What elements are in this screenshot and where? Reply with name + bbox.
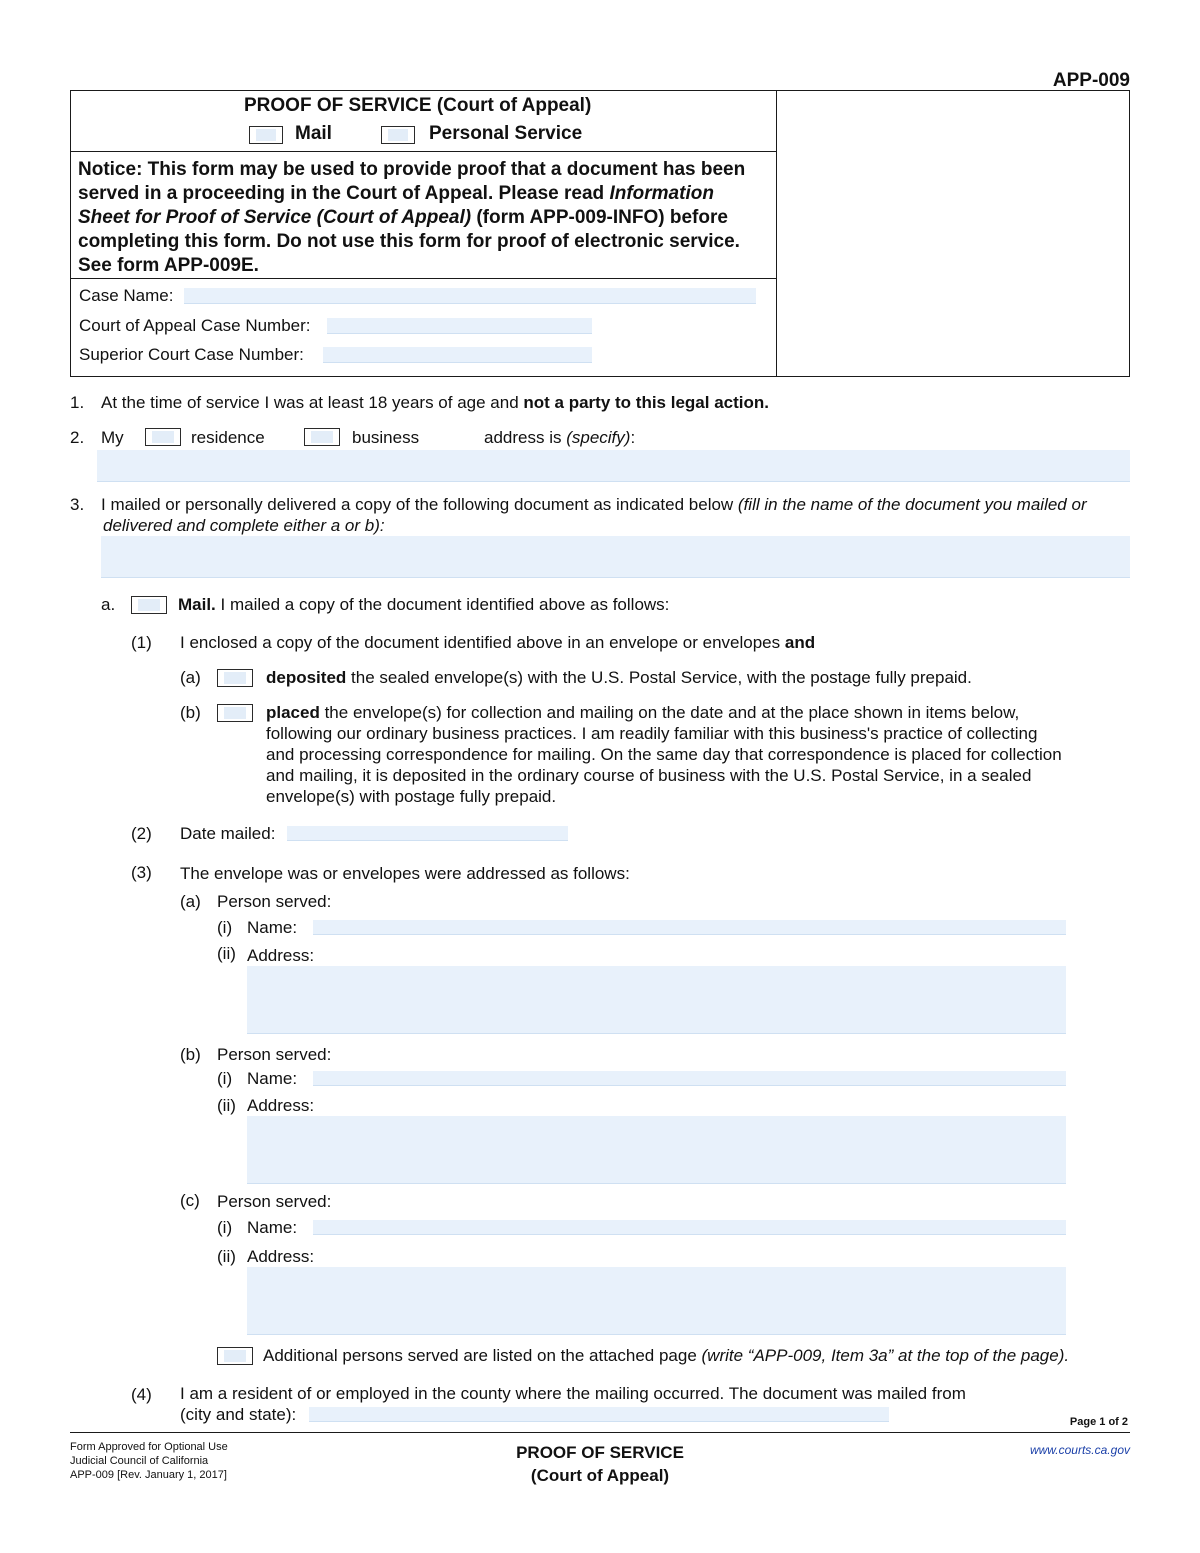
person-a-letter: (a) [180, 892, 201, 911]
person-a-name-field[interactable] [313, 920, 1066, 935]
mail-checkbox[interactable] [249, 126, 283, 144]
sub-4-line-2: (city and state): [180, 1405, 297, 1424]
additional-persons-checkbox[interactable] [217, 1347, 253, 1365]
person-c-name-label: Name: [247, 1218, 298, 1237]
notice-italic-title: Sheet for Proof of Service (Court of Appeal) [78, 207, 472, 228]
person-c-address-label: Address: [247, 1247, 315, 1266]
additional-italic: (write “APP-009, Item 3a” at the top of the page). [701, 1346, 1070, 1365]
item-3-plain: I mailed or personally delivered a copy of the following document as indicated below [101, 495, 738, 514]
notice-line-3 [78, 206, 774, 230]
item-1-number: 1. [70, 393, 85, 412]
person-a-address-field[interactable] [247, 966, 1066, 1034]
superior-case-number-field[interactable] [323, 347, 592, 363]
title-divider [70, 151, 777, 152]
sub-1b-line-5: envelope(s) with postage fully prepaid. [266, 787, 557, 806]
sub-1a-letter: (a) [180, 668, 201, 687]
address-is-text: address is [484, 428, 567, 447]
address-field[interactable] [97, 450, 1130, 482]
person-b-address-field[interactable] [247, 1116, 1066, 1184]
business-label: business [352, 428, 420, 447]
page-number: Page 1 of 2 [1069, 1416, 1128, 1428]
date-mailed-field[interactable] [287, 826, 568, 841]
business-checkbox[interactable] [304, 428, 340, 446]
footer-left-line-2: Judicial Council of California [70, 1455, 209, 1467]
person-c-i: (i) [217, 1218, 233, 1237]
footer-center [450, 1441, 750, 1487]
item-3-number: 3. [70, 495, 85, 514]
item-2-my: My [101, 428, 124, 447]
sub-1b-line-2: following our ordinary business practices. I am readily familiar with this business's practice of collecting [266, 724, 1038, 743]
footer-rule [70, 1432, 1130, 1433]
person-c-letter: (c) [180, 1191, 200, 1210]
person-b-i: (i) [217, 1069, 233, 1088]
placed-bold: placed [266, 703, 320, 722]
sub-1b-line-1 [266, 702, 1019, 723]
person-b-label: Person served: [217, 1045, 332, 1064]
person-a-ii: (ii) [217, 944, 236, 963]
placed-text: the envelope(s) for collection and mailing on the date and at the place shown in items below, [319, 703, 1020, 722]
residence-checkbox[interactable] [145, 428, 181, 446]
item-3a-mail-checkbox[interactable] [131, 596, 167, 614]
person-c-ii: (ii) [217, 1247, 236, 1266]
personal-service-label: Personal Service [429, 123, 583, 144]
date-mailed-label: Date mailed: [180, 824, 276, 843]
personal-service-checkbox[interactable] [381, 126, 415, 144]
sub-1b-line-4: and mailing, it is deposited in the ordinary course of business with the U.S. Postal Service, in a sealed [266, 766, 1032, 785]
sub-1-text [180, 632, 815, 653]
sub-2-number: (2) [131, 824, 152, 843]
notice-line-4: completing this form. Do not use this form for proof of electronic service. [78, 231, 740, 252]
sub-1b-line-3: and processing correspondence for mailing. On the same day that correspondence is placed for collection [266, 745, 1062, 764]
notice-text: served in a proceeding in the Court of Appeal. Please read [78, 183, 610, 204]
notice-text: (form APP-009-INFO) before [471, 207, 728, 228]
notice-line-1: Notice: This form may be used to provide proof that a document has been [78, 159, 746, 180]
person-b-address-label: Address: [247, 1096, 315, 1115]
footer-left-line-1: Form Approved for Optional Use [70, 1441, 228, 1453]
sub-1b-letter: (b) [180, 703, 201, 722]
sub-4-number: (4) [131, 1385, 152, 1404]
document-name-field[interactable] [101, 536, 1130, 578]
notice-divider [70, 278, 777, 279]
deposited-text: the sealed envelope(s) with the U.S. Postal Service, with the postage fully prepaid. [346, 668, 972, 687]
deposited-checkbox[interactable] [217, 669, 253, 687]
sub-3-text: The envelope was or envelopes were addressed as follows: [180, 864, 630, 883]
specify-italic: (specify) [566, 428, 631, 447]
item-3-italic: (fill in the name of the document you mailed or [737, 495, 1087, 514]
notice [78, 158, 774, 278]
person-a-name-label: Name: [247, 918, 298, 937]
item-3a-text [178, 594, 669, 615]
person-c-label: Person served: [217, 1192, 332, 1211]
case-name-label: Case Name: [79, 286, 174, 305]
person-b-name-field[interactable] [313, 1071, 1066, 1086]
person-a-i: (i) [217, 918, 233, 937]
additional-persons-text [263, 1345, 1069, 1366]
superior-case-number-label: Superior Court Case Number: [79, 345, 304, 364]
sub-4-line-1: I am a resident of or employed in the county where the mailing occurred. The document was mailed from [180, 1384, 966, 1403]
colon: : [630, 428, 636, 447]
sub-1-and: and [784, 633, 816, 652]
footer-subtitle: (Court of Appeal) [530, 1466, 670, 1485]
coa-case-number-label: Court of Appeal Case Number: [79, 316, 311, 335]
footer-left [70, 1440, 228, 1482]
mail-text: I mailed a copy of the document identified above as follows: [215, 595, 670, 614]
item-3a-letter: a. [101, 595, 116, 614]
additional-plain: Additional persons served are listed on the attached page [263, 1346, 702, 1365]
item-1-text [101, 392, 769, 413]
mail-label: Mail [295, 123, 332, 144]
person-b-name-label: Name: [247, 1069, 298, 1088]
deposited-bold: deposited [266, 668, 347, 687]
footer-title: PROOF OF SERVICE [516, 1443, 684, 1462]
sub-1-plain: I enclosed a copy of the document identified above in an envelope or envelopes [180, 633, 785, 652]
city-state-field[interactable] [309, 1407, 889, 1422]
case-name-field[interactable] [184, 288, 756, 304]
sub-1-number: (1) [131, 633, 152, 652]
person-b-letter: (b) [180, 1045, 201, 1064]
sub-3-number: (3) [131, 863, 152, 882]
residence-label: residence [191, 428, 265, 447]
person-b-ii: (ii) [217, 1096, 236, 1115]
notice-italic: Information [609, 183, 714, 204]
courts-website-link[interactable]: www.courts.ca.gov [1029, 1443, 1130, 1457]
coa-case-number-field[interactable] [327, 318, 592, 334]
person-c-name-field[interactable] [313, 1220, 1066, 1235]
item-3-line-1 [101, 494, 1087, 515]
item-3-line-2: delivered and complete either a or b): [103, 516, 385, 535]
notice-line-2 [78, 182, 774, 206]
person-c-address-field[interactable] [247, 1267, 1066, 1335]
item-1-bold: not a party to this legal action. [523, 393, 769, 412]
item-2-number: 2. [70, 428, 85, 447]
caption-divider [776, 90, 777, 377]
person-a-address-label: Address: [247, 946, 315, 965]
notice-line-5: See form APP-009E. [78, 255, 259, 276]
form-title: PROOF OF SERVICE (Court of Appeal) [244, 95, 592, 116]
form-id: APP-009 [1052, 70, 1130, 91]
item-1-plain: At the time of service I was at least 18 years of age and [101, 393, 524, 412]
sub-1a-text [266, 667, 972, 688]
placed-checkbox[interactable] [217, 704, 253, 722]
footer-left-line-3: APP-009 [Rev. January 1, 2017] [70, 1469, 227, 1481]
mail-bold: Mail. [178, 595, 216, 614]
address-is-label [484, 427, 635, 448]
person-a-label: Person served: [217, 892, 332, 911]
